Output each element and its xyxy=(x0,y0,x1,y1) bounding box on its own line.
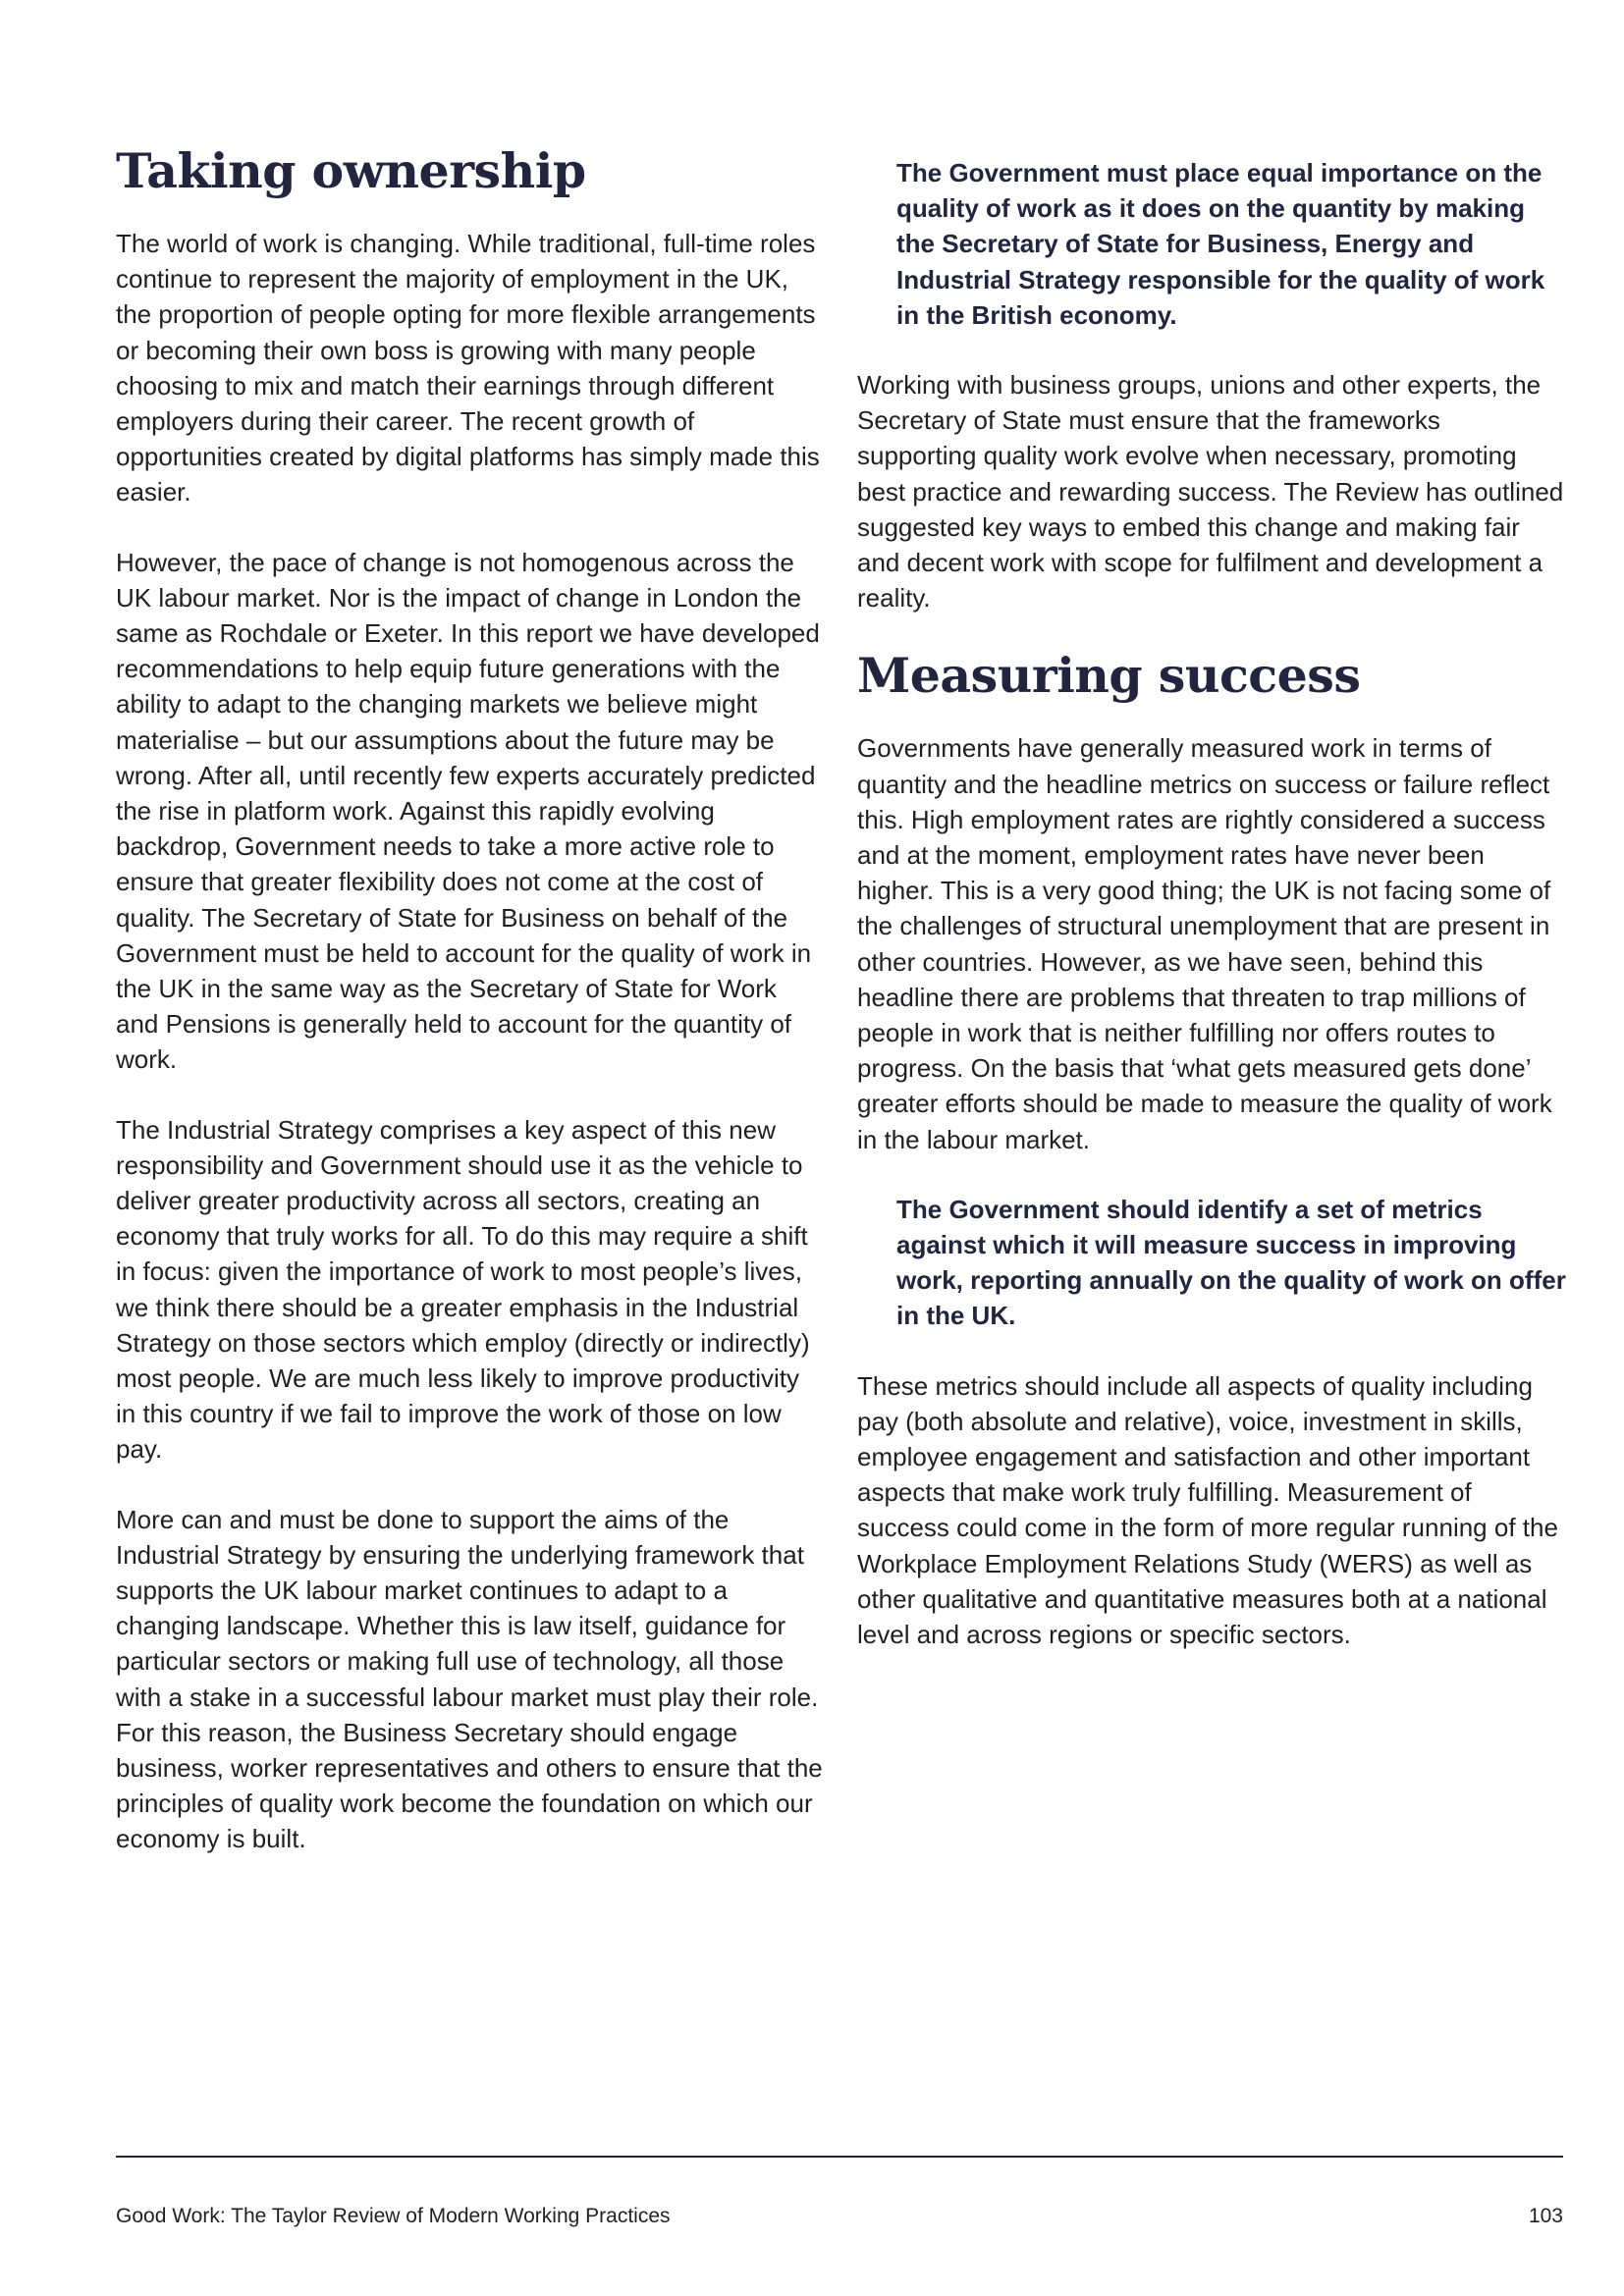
heading-taking-ownership: Taking ownership xyxy=(116,142,586,199)
paragraph: More can and must be done to support the aims of the Industrial Strategy by ensuring the underlying framework that supports the UK labour market continues to adapt to a changing landscape. Whether this is law itself, guidance for particular sectors or making full use of technology, all those with a stake in a successful labour market must play their role. For this reason, the Business Secretary should engage business, worker representatives and others to ensure that the principles of quality work become the foundation on which our economy is built. xyxy=(116,1504,823,1854)
recommendation-quality-of-work: The Government must place equal importance on the quality of work as it does on the quantity by making the Secretary of State for Business, Energy and Industrial Strategy responsible for the quality of work in the British economy. xyxy=(896,158,1545,330)
footer-document-title: Good Work: The Taylor Review of Modern Working Practices xyxy=(116,2205,671,2227)
right-column xyxy=(857,145,1566,1686)
paragraph: The Industrial Strategy comprises a key aspect of this new responsibility and Government should use it as the vehicle to deliver greater productivity across all sectors, creating an economy that truly works for all. To do this may require a shift in focus: given the importance of work to most people’s lives, we think there should be a greater emphasis in the Industrial Strategy on those sectors which employ (directly or indirectly) most people. We are much less likely to improve productivity in this country if we fail to improve the work of those on low pay. xyxy=(116,1114,810,1465)
recommendation-metrics: The Government should identify a set of metrics against which it will measure success in improving work, reporting annually on the quality of work on offer in the UK. xyxy=(896,1194,1566,1331)
paragraph: These metrics should include all aspects of quality including pay (both absolute and relative), voice, investment in skills, employee engagement and satisfaction and other important aspects that make work truly fulfilling. Measurement of success could come in the form of more regular running of the Workplace Employment Relations Study (WERS) as well as other qualitative and quantitative measures both at a national level and across regions or specific sectors. xyxy=(857,1370,1558,1649)
footer-divider xyxy=(116,2156,1563,2158)
paragraph: Governments have generally measured work in terms of quantity and the headline metrics on success or failure reflect this. High employment rates are rightly considered a success and at the moment, employment rates have never been higher. This is a very good thing; the UK is not facing some of the challenges of structural unemployment that are present in other countries. However, as we have seen, behind this headline there are problems that threaten to trap millions of people in work that is neither fulfilling nor offers routes to progress. On the basis that ‘what gets measured gets done’ greater efforts should be made to measure the quality of work in the labour market. xyxy=(857,733,1552,1154)
heading-measuring-success: Measuring success xyxy=(857,647,1361,705)
left-column xyxy=(116,142,825,1892)
paragraph: However, the pace of change is not homogenous across the UK labour market. Nor is the impact of change in London the same as Rochdale or Exeter. In this report we have developed recommendations to help equip future generations with the ability to adapt to the changing markets we believe might materialise – but our assumptions about the future may be wrong. After all, until recently few experts accurately predicted the rise in platform work. Against this rapidly evolving backdrop, Government needs to take a more active role to ensure that greater flexibility does not come at the cost of quality. The Secretary of State for Business on behalf of the Government must be held to account for the quality of work in the UK in the same way as the Secretary of State for Work and Pensions is generally held to account for the quantity of work. xyxy=(116,547,820,1075)
page-number: 103 xyxy=(1528,2205,1563,2227)
paragraph: Working with business groups, unions and other experts, the Secretary of State must ensure that the frameworks supporting quality work evolve when necessary, promoting best practice and rewarding success. The Review has outlined suggested key ways to embed this change and making fair and decent work with scope for fulfilment and development a reality. xyxy=(857,370,1564,614)
paragraph: The world of work is changing. While traditional, full-time roles continue to represent the majority of employment in the UK, the proportion of people opting for more flexible arrangements or becoming their own boss is growing with many people choosing to mix and match their earnings through different employers during their career. The recent growth of opportunities created by digital platforms has simply made this easier. xyxy=(116,228,820,507)
